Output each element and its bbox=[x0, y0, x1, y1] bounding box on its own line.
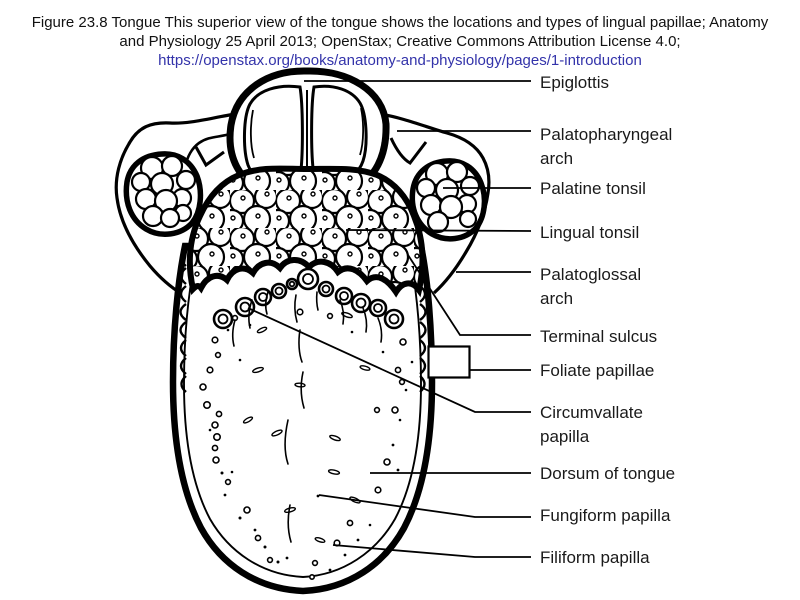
label-circumvallate-papilla: Circumvallate papilla bbox=[540, 403, 643, 446]
caption-source-link[interactable]: https://openstax.org/books/anatomy-and-physiology/pages/1-introduction bbox=[158, 52, 642, 69]
label-palatine-tonsil: Palatine tonsil bbox=[540, 179, 646, 198]
label-foliate-papillae: Foliate papillae bbox=[540, 361, 655, 380]
tongue-body bbox=[173, 246, 432, 591]
label-palatoglossal-arch: Palatoglossal arch bbox=[540, 265, 642, 308]
label-palatopharyngeal-arch: Palatopharyngeal arch bbox=[540, 125, 673, 168]
label-filiform-papilla: Filiform papilla bbox=[540, 548, 650, 567]
palatine-tonsil-right-drawing bbox=[412, 161, 484, 239]
label-fungiform-papilla: Fungiform papilla bbox=[540, 506, 671, 525]
caption-line-2: and Physiology 25 April 2013; OpenStax; Creative Commons Attribution License 4.0; bbox=[119, 33, 681, 50]
caption-line-1: Figure 23.8 Tongue This superior view of the tongue shows the locations and types of lingual papillae; Anatomy bbox=[31, 14, 769, 31]
label-dorsum-of-tongue: Dorsum of tongue bbox=[540, 464, 676, 483]
label-terminal-sulcus: Terminal sulcus bbox=[540, 327, 658, 346]
label-epiglottis: Epiglottis bbox=[540, 73, 609, 92]
palatine-tonsil-left-drawing bbox=[126, 154, 200, 234]
label-lingual-tonsil: Lingual tonsil bbox=[540, 223, 640, 242]
foliate-papillae-bracket bbox=[429, 347, 470, 378]
